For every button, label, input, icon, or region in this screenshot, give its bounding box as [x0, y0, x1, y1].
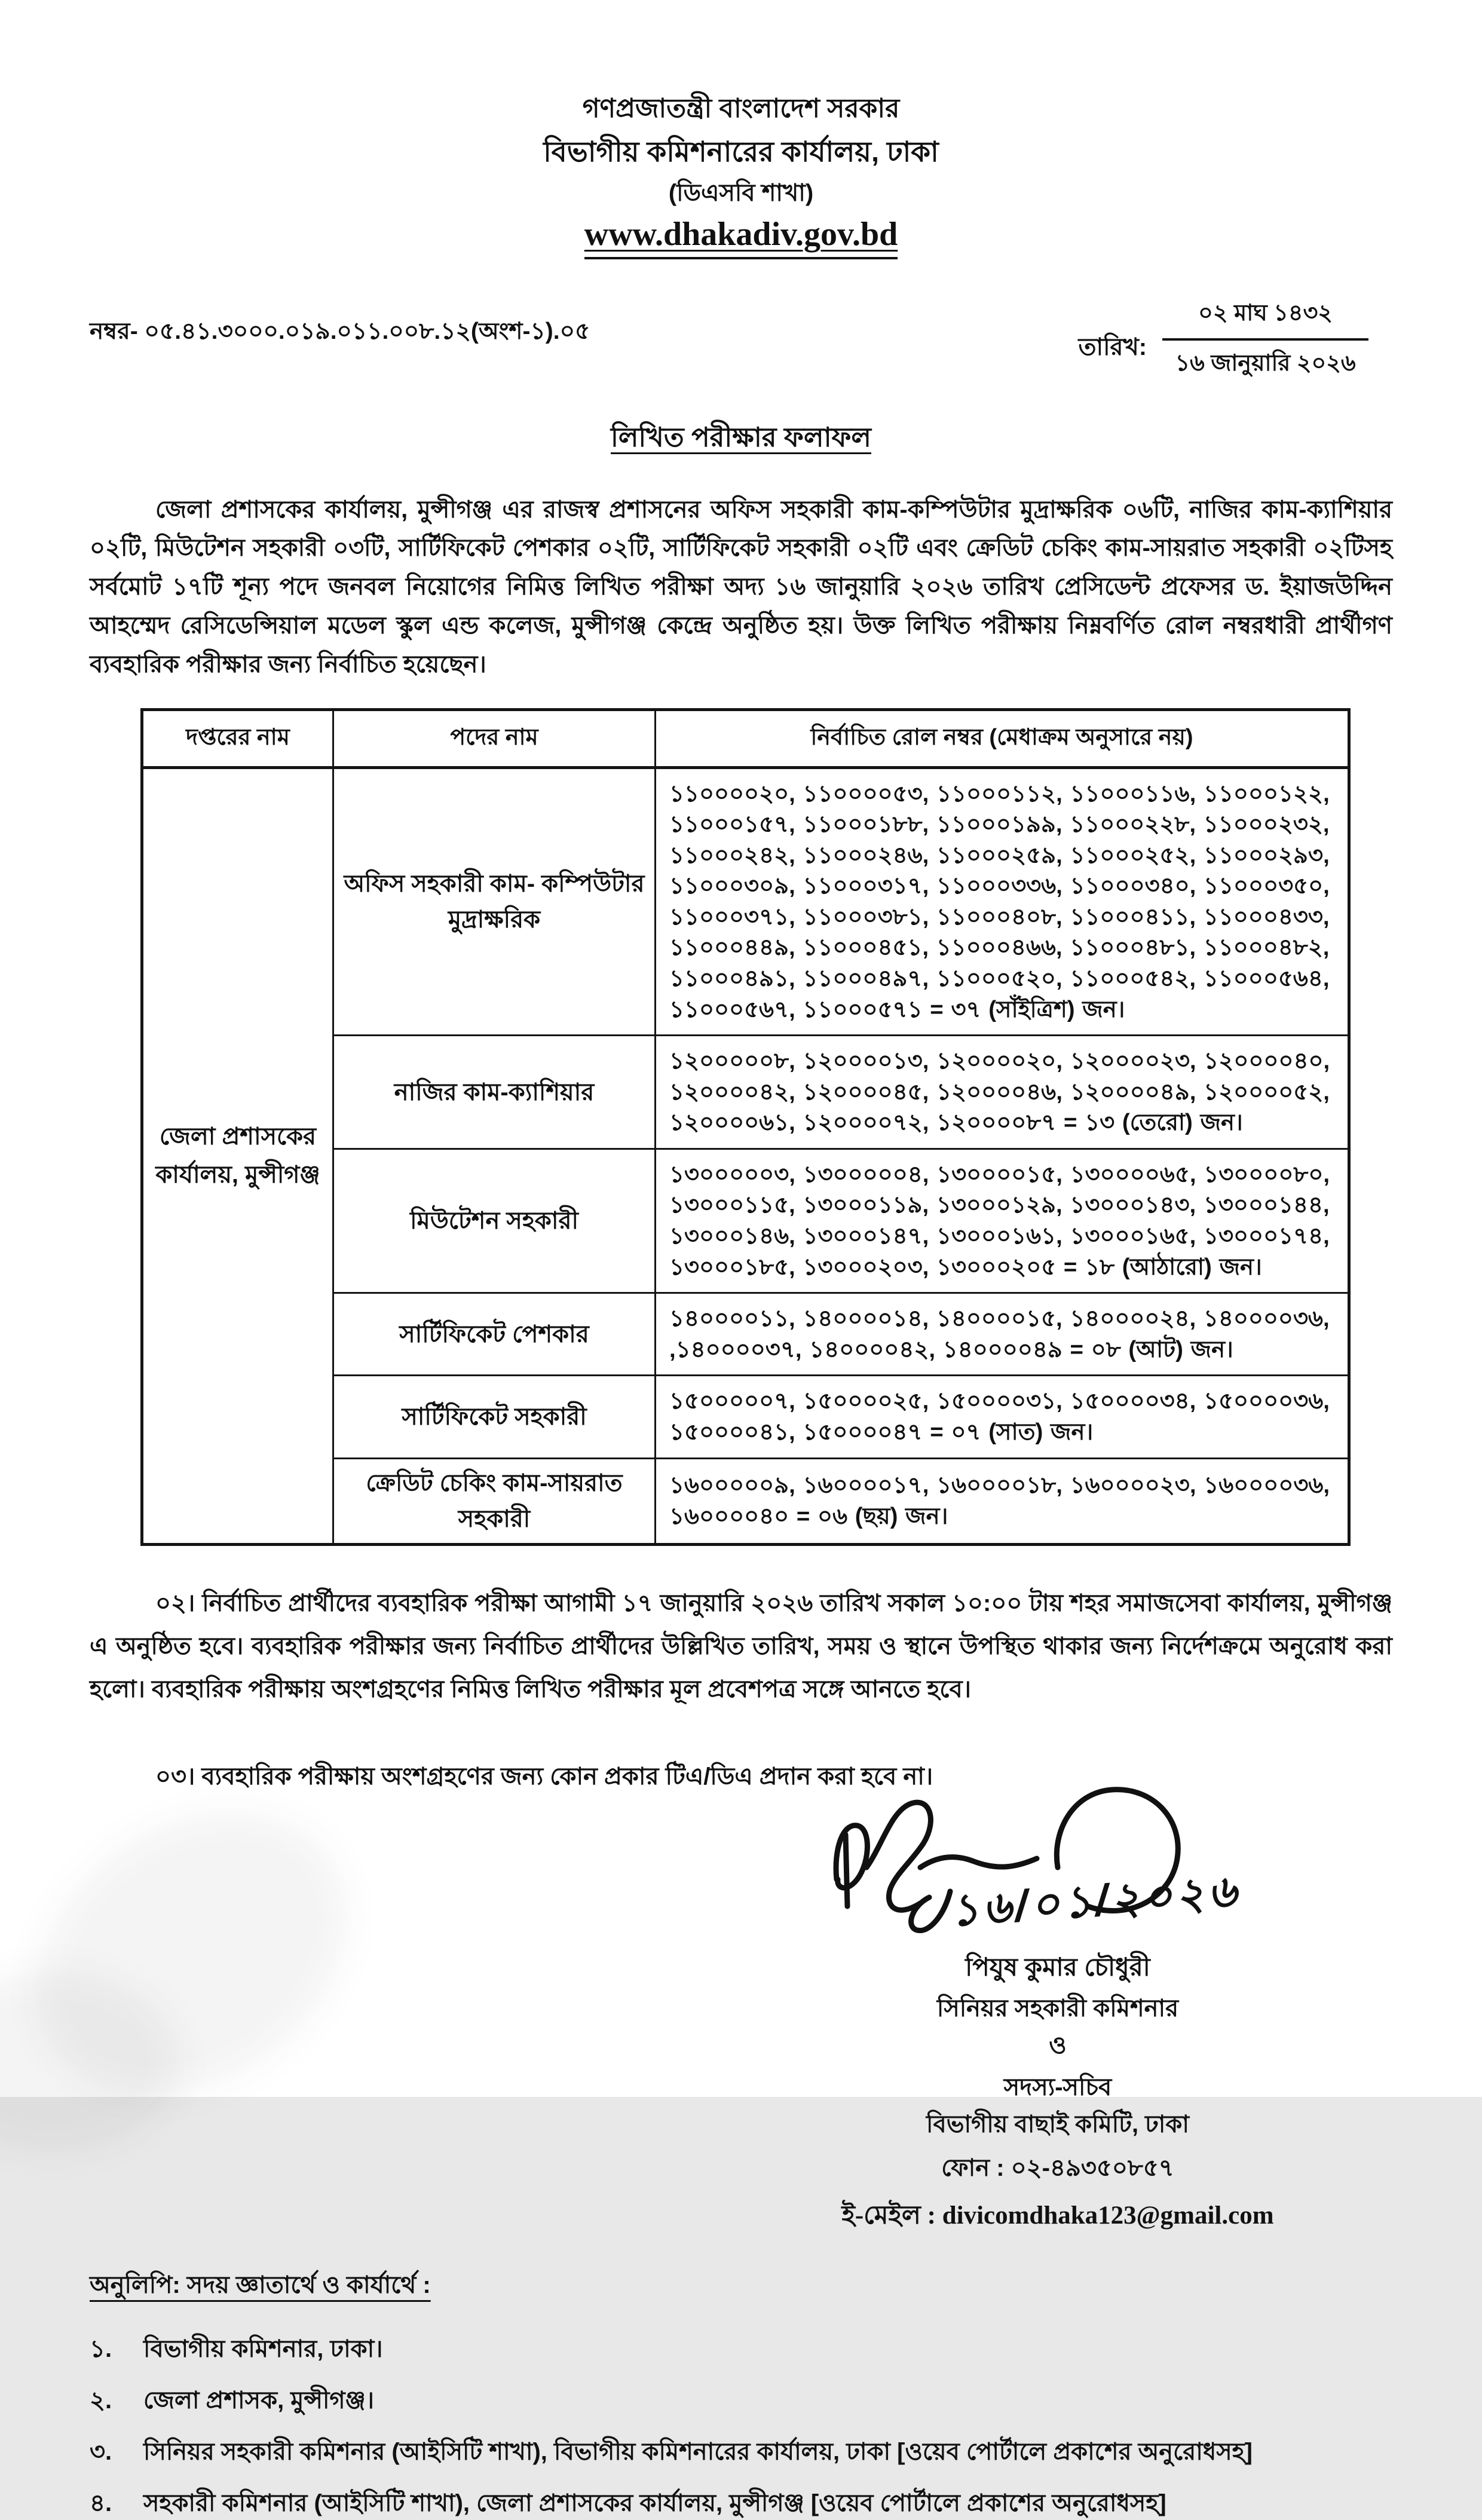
roll-count: = ০৭ (সাত) জন।	[930, 1419, 1094, 1445]
date-values	[1162, 295, 1368, 384]
roll-count: = ৩৭ (সাঁইত্রিশ) জন।	[930, 996, 1125, 1022]
list-item	[90, 2487, 1392, 2520]
position-cell: সার্টিফিকেট সহকারী	[333, 1376, 656, 1458]
department-cell: জেলা প্রশাসকের কার্যালয়, মুন্সীগঞ্জ	[142, 767, 333, 1544]
memo-number: নম্বর- ০৫.৪১.৩০০০.০১৯.০১১.০০৮.১২(অংশ-১).০৫	[90, 318, 590, 344]
office-name: বিভাগীয় কমিশনারের কার্যালয়, ঢাকা	[543, 135, 939, 167]
distribution-list	[90, 2332, 1392, 2520]
list-item-number: ৩.	[90, 2439, 112, 2466]
signature-date-handwritten: ১৬/০১/২০২৬	[948, 1866, 1242, 1936]
signatory-designation-2: সদস্য-সচিব	[1003, 2074, 1112, 2101]
signature-area	[90, 1778, 1392, 2239]
intro-paragraph: জেলা প্রশাসকের কার্যালয়, মুন্সীগঞ্জ এর রাজস্ব প্রশাসনের অফিস সহকারী কাম-কম্পিউটার মুদ্রাক্ষরিক ০৬টি, নাজির কাম-ক্যাশিয়ার ০২টি, মিউটেশন সহকারী ০৩টি, সার্টিফিকেট পেশকার ০২টি, সার্টিফিকেট সহকারী ০২টি এবং ক্রেডিট চেকিং কাম-সায়রাত সহকারী ০২টিসহ সর্বমোট ১৭টি শূন্য পদে জনবল নিয়োগের নিমিত্ত লিখিত পরীক্ষা অদ্য ১৬ জানুয়ারি ২০২৬ তারিখ প্রেসিডেন্ট প্রফেসর ড. ইয়াজউদ্দিন আহম্মেদ রেসিডেন্সিয়াল মডেল স্কুল এন্ড কলেজ, মুন্সীগঞ্জ কেন্দ্রে অনুষ্ঠিত হয়। উক্ত লিখিত পরীক্ষায় নিম্নবর্ণিত রোল নম্বরধারী প্রার্থীগণ ব্যবহারিক পরীক্ষার জন্য নির্বাচিত হয়েছেন।	[90, 496, 1392, 678]
list-item	[90, 2435, 1392, 2469]
signatory-email: ই-মেইল : divicomdhaka123@gmail.com	[841, 2201, 1274, 2230]
position-cell: মিউটেশন সহকারী	[333, 1149, 656, 1293]
distribution-heading: অনুলিপি: সদয় জ্ঞাতার্থে ও কার্যার্থে :	[90, 2272, 431, 2299]
column-header-position: পদের নাম	[333, 709, 656, 767]
position-cell: সার্টিফিকেট পেশকার	[333, 1293, 656, 1376]
signature-scribble	[765, 1778, 1351, 1957]
website-url: www.dhakadiv.gov.bd	[584, 216, 898, 259]
date-block	[1078, 295, 1368, 384]
list-item-text: সিনিয়র সহকারী কমিশনার (আইসিটি শাখা), বিভাগীয় কমিশনারের কার্যালয়, ঢাকা [ওয়েব পোর্টালে প্রকাশের অনুরোধসহ]	[143, 2439, 1253, 2466]
position-cell: নাজির কাম-ক্যাশিয়ার	[333, 1036, 656, 1149]
signatory-conjunction: ও	[1049, 2032, 1067, 2059]
list-item	[90, 2384, 1392, 2417]
paragraph-03: ০৩। ব্যবহারিক পরীক্ষায় অংশগ্রহণের জন্য কোন প্রকার টিএ/ডিএ প্রদান করা হবে না।	[155, 1763, 933, 1790]
distribution-section	[90, 2266, 1392, 2520]
letterhead	[90, 90, 1392, 259]
rolls-cell	[656, 767, 1349, 1036]
memo-meta-row	[90, 295, 1392, 384]
rolls-cell	[656, 1036, 1349, 1149]
signatory-phone: ফোন : ০২-৪৯৩৫০৮৫৭	[941, 2155, 1174, 2182]
list-item-text: বিভাগীয় কমিশনার, ঢাকা।	[143, 2336, 383, 2363]
list-item-number: ২.	[90, 2387, 112, 2414]
results-table	[140, 708, 1351, 1546]
rolls-cell	[656, 1149, 1349, 1293]
list-item-text: সহকারী কমিশনার (আইসিটি শাখা), জেলা প্রশাসকের কার্যালয়, মুন্সীগঞ্জ [ওয়েব পোর্টালে প্রকাশের অনুরোধসহ]	[143, 2490, 1166, 2517]
roll-numbers: ১২০০০০০৮, ১২০০০০১৩, ১২০০০০২০, ১২০০০০২৩, ১২০০০০৪০, ১২০০০০৪২, ১২০০০০৪৫, ১২০০০০৪৬, ১২০০০০৪৯, ১২০০০০৫২, ১২০০০০৬১, ১২০০০০৭২, ১২০০০০৮৭	[669, 1048, 1330, 1136]
signatory-committee: বিভাগীয় বাছাই কমিটি, ঢাকা	[926, 2111, 1189, 2138]
rolls-cell	[656, 1458, 1349, 1544]
roll-numbers: ১১০০০০২০, ১১০০০০৫৩, ১১০০০১১২, ১১০০০১১৬, ১১০০০১২২, ১১০০০১৫৭, ১১০০০১৮৮, ১১০০০১৯৯, ১১০০০২২৮, ১১০০০২৩২, ১১০০০২৪২, ১১০০০২৪৬, ১১০০০২৫৯, ১১০০০২৫২, ১১০০০২৯৩, ১১০০০৩০৯, ১১০০০৩১৭, ১১০০০৩৩৬, ১১০০০৩৪০, ১১০০০৩৫০, ১১০০০৩৭১, ১১০০০৩৮১, ১১০০০৪০৮, ১১০০০৪১১, ১১০০০৪৩৩, ১১০০০৪৪৯, ১১০০০৪৫১, ১১০০০৪৬৬, ১১০০০৪৮১, ১১০০০৪৮২, ১১০০০৪৯১, ১১০০০৪৯৭, ১১০০০৫২০, ১১০০০৫৪২, ১১০০০৫৬৪, ১১০০০৫৬৭, ১১০০০৫৭১	[669, 780, 1330, 1022]
roll-count: = ১৮ (আঠারো) জন।	[1063, 1254, 1262, 1280]
signatory-designation-1: সিনিয়র সহকারী কমিশনার	[936, 1995, 1179, 2022]
date-gregorian-calendar: ১৬ জানুয়ারি ২০২৬	[1175, 350, 1356, 376]
rolls-cell	[656, 1293, 1349, 1376]
roll-numbers: ১৬০০০০০৯, ১৬০০০০১৭, ১৬০০০০১৮, ১৬০০০০২৩, ১৬০০০০৩৬, ১৬০০০০৪০	[669, 1472, 1330, 1529]
branch-name: (ডিএসবি শাখা)	[668, 179, 814, 206]
table-header-row	[142, 709, 1349, 767]
list-item-number: ৪.	[90, 2490, 112, 2517]
government-name: গণপ্রজাতন্ত্রী বাংলাদেশ সরকার	[582, 94, 900, 123]
position-cell: ক্রেডিট চেকিং কাম-সায়রাত সহকারী	[333, 1458, 656, 1544]
signatory-name: পিযুষ কুমার চৌধুরী	[965, 1953, 1150, 1982]
roll-count: = ১৩ (তেরো) জন।	[1064, 1110, 1243, 1136]
list-item-text: জেলা প্রশাসক, মুন্সীগঞ্জ।	[143, 2387, 375, 2414]
rolls-cell	[656, 1376, 1349, 1458]
paragraph-02: ০২। নির্বাচিত প্রার্থীদের ব্যবহারিক পরীক্ষা আগামী ১৭ জানুয়ারি ২০২৬ তারিখ সকাল ১০:০০ টায় শহর সমাজসেবা কার্যালয়, মুন্সীগঞ্জ এ অনুষ্ঠিত হবে। ব্যবহারিক পরীক্ষার জন্য নির্বাচিত প্রার্থীদের উল্লিখিত তারিখ, সময় ও স্থানে উপস্থিত থাকার জন্য নির্দেশক্রমে অনুরোধ করা হলো। ব্যবহারিক পরীক্ষায় অংশগ্রহণের নিমিত্ত লিখিত পরীক্ষার মূল প্রবেশপত্র সঙ্গে আনতে হবে।	[90, 1590, 1392, 1703]
list-item-number: ১.	[90, 2336, 112, 2363]
page-title: লিখিত পরীক্ষার ফলাফল	[611, 421, 871, 452]
roll-numbers: ১৩০০০০০৩, ১৩০০০০০৪, ১৩০০০০১৫, ১৩০০০০৬৫, ১৩০০০০৮০, ১৩০০০১১৫, ১৩০০০১১৯, ১৩০০০১২৯, ১৩০০০১৪৩, ১৩০০০১৪৪, ১৩০০০১৪৬, ১৩০০০১৪৭, ১৩০০০১৬১, ১৩০০০১৬৫, ১৩০০০১৭৪, ১৩০০০১৮৫, ১৩০০০২০৩, ১৩০০০২০৫	[669, 1161, 1330, 1280]
roll-count: = ০৬ (ছয়) জন।	[796, 1503, 948, 1529]
column-header-department: দপ্তরের নাম	[142, 709, 333, 767]
table-row	[142, 767, 1349, 1036]
date-label: তারিখ:	[1078, 334, 1147, 361]
roll-numbers: ১৪০০০০১১, ১৪০০০০১৪, ১৪০০০০১৫, ১৪০০০০২৪, ১৪০০০০৩৬, ,১৪০০০০৩৭, ১৪০০০০৪২, ১৪০০০০৪৯	[669, 1306, 1330, 1362]
signature-block	[765, 1778, 1351, 2239]
column-header-rolls: নির্বাচিত রোল নম্বর (মেধাক্রম অনুসারে নয়)	[656, 709, 1349, 767]
roll-numbers: ১৫০০০০০৭, ১৫০০০০২৫, ১৫০০০০৩১, ১৫০০০০৩৪, ১৫০০০০৩৬, ১৫০০০০৪১, ১৫০০০০৪৭	[669, 1388, 1330, 1445]
date-bangla-calendar: ০২ মাঘ ১৪৩২	[1162, 295, 1368, 341]
position-cell: অফিস সহকারী কাম- কম্পিউটার মুদ্রাক্ষরিক	[333, 767, 656, 1036]
list-item	[90, 2332, 1392, 2366]
roll-count: = ০৮ (আট) জন।	[1070, 1336, 1233, 1362]
